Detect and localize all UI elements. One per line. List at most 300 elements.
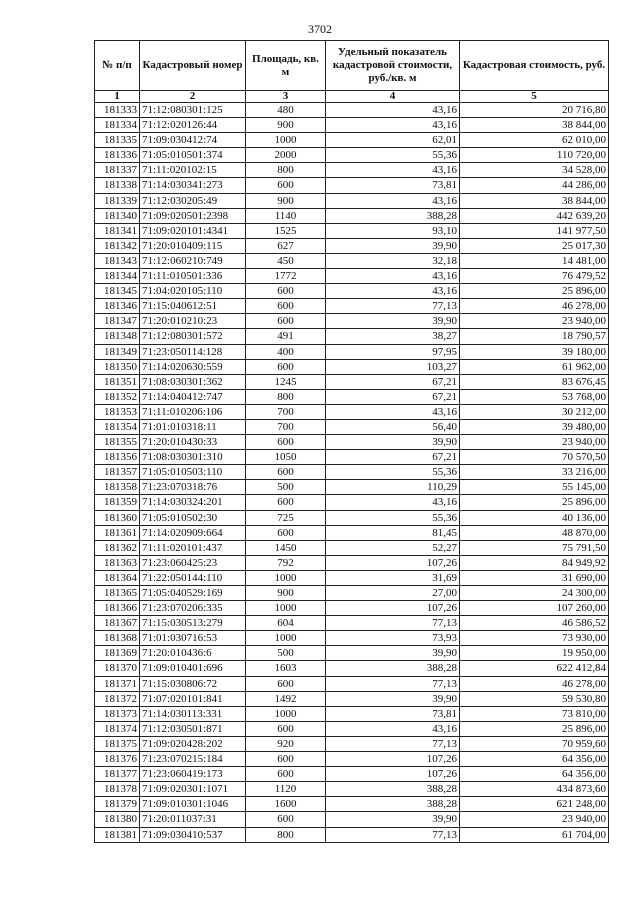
row-number-cell: 181378 <box>95 782 140 797</box>
cadastral-number-cell: 71:23:060425:23 <box>140 555 246 570</box>
table-row <box>95 736 609 751</box>
unit-value-cell: 27,00 <box>326 586 460 601</box>
table-row <box>95 525 609 540</box>
cadastral-cost-cell: 622 412,84 <box>460 661 609 676</box>
area-cell: 600 <box>246 284 326 299</box>
cadastral-number-cell: 71:23:070206:335 <box>140 601 246 616</box>
unit-value-cell: 81,45 <box>326 525 460 540</box>
unit-value-cell: 32,18 <box>326 253 460 268</box>
row-number-cell: 181354 <box>95 419 140 434</box>
area-cell: 600 <box>246 767 326 782</box>
cadastral-number-cell: 71:12:080301:125 <box>140 103 246 118</box>
unit-value-cell: 39,90 <box>326 238 460 253</box>
area-cell: 600 <box>246 435 326 450</box>
cadastral-number-cell: 71:09:020101:4341 <box>140 223 246 238</box>
unit-value-cell: 388,28 <box>326 208 460 223</box>
cadastral-cost-cell: 59 530,80 <box>460 691 609 706</box>
table-row <box>95 676 609 691</box>
table-row <box>95 480 609 495</box>
cadastral-number-cell: 71:12:020126:44 <box>140 118 246 133</box>
row-number-cell: 181333 <box>95 103 140 118</box>
area-cell: 600 <box>246 359 326 374</box>
row-number-cell: 181340 <box>95 208 140 223</box>
area-cell: 1525 <box>246 223 326 238</box>
cadastral-number-cell: 71:09:010301:1046 <box>140 797 246 812</box>
row-number-cell: 181353 <box>95 404 140 419</box>
cadastral-number-cell: 71:14:030324:201 <box>140 495 246 510</box>
unit-value-cell: 43,16 <box>326 721 460 736</box>
table-row <box>95 223 609 238</box>
area-cell: 450 <box>246 253 326 268</box>
table-row <box>95 103 609 118</box>
unit-value-cell: 93,10 <box>326 223 460 238</box>
area-cell: 1603 <box>246 661 326 676</box>
cadastral-cost-cell: 14 481,00 <box>460 253 609 268</box>
row-number-cell: 181335 <box>95 133 140 148</box>
area-cell: 600 <box>246 178 326 193</box>
cadastral-cost-cell: 442 639,20 <box>460 208 609 223</box>
unit-value-cell: 43,16 <box>326 284 460 299</box>
cadastral-number-cell: 71:15:030513:279 <box>140 616 246 631</box>
table-row <box>95 389 609 404</box>
row-number-cell: 181343 <box>95 253 140 268</box>
cadastral-number-cell: 71:11:020101:437 <box>140 540 246 555</box>
area-cell: 500 <box>246 480 326 495</box>
row-number-cell: 181356 <box>95 450 140 465</box>
cadastral-number-cell: 71:15:030806:72 <box>140 676 246 691</box>
cadastral-number-cell: 71:09:030410:537 <box>140 827 246 842</box>
area-cell: 600 <box>246 465 326 480</box>
row-number-cell: 181381 <box>95 827 140 842</box>
row-number-cell: 181352 <box>95 389 140 404</box>
cadastral-cost-cell: 70 959,60 <box>460 736 609 751</box>
unit-value-cell: 39,90 <box>326 646 460 661</box>
cadastral-number-cell: 71:22:050144:110 <box>140 570 246 585</box>
area-cell: 1450 <box>246 540 326 555</box>
cadastral-number-cell: 71:05:010501:374 <box>140 148 246 163</box>
cadastral-cost-cell: 23 940,00 <box>460 812 609 827</box>
cadastral-number-cell: 71:23:070318:76 <box>140 480 246 495</box>
table-row <box>95 148 609 163</box>
unit-value-cell: 73,93 <box>326 631 460 646</box>
unit-value-cell: 67,21 <box>326 450 460 465</box>
unit-value-cell: 77,13 <box>326 736 460 751</box>
row-number-cell: 181363 <box>95 555 140 570</box>
area-cell: 725 <box>246 510 326 525</box>
table-row <box>95 269 609 284</box>
cadastral-number-cell: 71:20:010210:23 <box>140 314 246 329</box>
cadastral-number-cell: 71:07:020101:841 <box>140 691 246 706</box>
row-number-cell: 181336 <box>95 148 140 163</box>
table-header-row <box>95 41 609 91</box>
cadastral-number-cell: 71:14:040412:747 <box>140 389 246 404</box>
unit-value-cell: 73,81 <box>326 706 460 721</box>
unit-value-cell: 43,16 <box>326 118 460 133</box>
table-row <box>95 450 609 465</box>
cadastral-cost-cell: 64 356,00 <box>460 752 609 767</box>
unit-value-cell: 43,16 <box>326 103 460 118</box>
table-row <box>95 329 609 344</box>
column-number: 5 <box>460 91 609 103</box>
row-number-cell: 181334 <box>95 118 140 133</box>
row-number-cell: 181338 <box>95 178 140 193</box>
cadastral-cost-cell: 25 896,00 <box>460 721 609 736</box>
cadastral-cost-cell: 39 180,00 <box>460 344 609 359</box>
cadastral-cost-cell: 25 017,30 <box>460 238 609 253</box>
cadastral-cost-cell: 84 949,92 <box>460 555 609 570</box>
unit-value-cell: 388,28 <box>326 782 460 797</box>
row-number-cell: 181339 <box>95 193 140 208</box>
unit-value-cell: 43,16 <box>326 269 460 284</box>
row-number-cell: 181375 <box>95 736 140 751</box>
cadastral-cost-cell: 24 300,00 <box>460 586 609 601</box>
header-cadastral-cost: Кадастровая стоимость, руб. <box>460 41 609 91</box>
table-row <box>95 118 609 133</box>
cadastral-number-cell: 71:14:030341:273 <box>140 178 246 193</box>
cadastral-cost-cell: 70 570,50 <box>460 450 609 465</box>
cadastral-number-cell: 71:09:010401:696 <box>140 661 246 676</box>
row-number-cell: 181351 <box>95 374 140 389</box>
cadastral-cost-cell: 55 145,00 <box>460 480 609 495</box>
cadastral-cost-cell: 25 896,00 <box>460 495 609 510</box>
cadastral-cost-cell: 31 690,00 <box>460 570 609 585</box>
table-row <box>95 435 609 450</box>
cadastral-number-cell: 71:09:020301:1071 <box>140 782 246 797</box>
unit-value-cell: 39,90 <box>326 691 460 706</box>
cadastral-cost-cell: 107 260,00 <box>460 601 609 616</box>
unit-value-cell: 43,16 <box>326 404 460 419</box>
table-row <box>95 163 609 178</box>
cadastral-number-cell: 71:14:020909:664 <box>140 525 246 540</box>
unit-value-cell: 110,29 <box>326 480 460 495</box>
unit-value-cell: 55,36 <box>326 510 460 525</box>
cadastral-number-cell: 71:05:010503:110 <box>140 465 246 480</box>
area-cell: 1772 <box>246 269 326 284</box>
cadastral-cost-cell: 38 844,00 <box>460 193 609 208</box>
unit-value-cell: 388,28 <box>326 797 460 812</box>
area-cell: 600 <box>246 299 326 314</box>
area-cell: 800 <box>246 389 326 404</box>
cadastral-number-cell: 71:09:030412:74 <box>140 133 246 148</box>
cadastral-cost-cell: 38 844,00 <box>460 118 609 133</box>
table-row <box>95 601 609 616</box>
row-number-cell: 181344 <box>95 269 140 284</box>
cadastral-cost-cell: 75 791,50 <box>460 540 609 555</box>
table-row <box>95 721 609 736</box>
cadastral-number-cell: 71:05:010502:30 <box>140 510 246 525</box>
unit-value-cell: 56,40 <box>326 419 460 434</box>
column-number-row <box>95 91 609 103</box>
table-row <box>95 238 609 253</box>
cadastral-cost-cell: 434 873,60 <box>460 782 609 797</box>
area-cell: 600 <box>246 314 326 329</box>
row-number-cell: 181359 <box>95 495 140 510</box>
cadastral-number-cell: 71:20:011037:31 <box>140 812 246 827</box>
cadastral-cost-cell: 46 278,00 <box>460 676 609 691</box>
row-number-cell: 181349 <box>95 344 140 359</box>
cadastral-number-cell: 71:12:030501:871 <box>140 721 246 736</box>
row-number-cell: 181355 <box>95 435 140 450</box>
area-cell: 1050 <box>246 450 326 465</box>
area-cell: 400 <box>246 344 326 359</box>
unit-value-cell: 43,16 <box>326 193 460 208</box>
unit-value-cell: 388,28 <box>326 661 460 676</box>
row-number-cell: 181342 <box>95 238 140 253</box>
row-number-cell: 181377 <box>95 767 140 782</box>
header-cadastral-number: Кадастровый номер <box>140 41 246 91</box>
cadastral-cost-cell: 73 810,00 <box>460 706 609 721</box>
cadastral-number-cell: 71:14:020630:559 <box>140 359 246 374</box>
table-row <box>95 193 609 208</box>
table-row <box>95 404 609 419</box>
unit-value-cell: 52,27 <box>326 540 460 555</box>
table-row <box>95 570 609 585</box>
area-cell: 700 <box>246 419 326 434</box>
row-number-cell: 181341 <box>95 223 140 238</box>
cadastral-cost-cell: 40 136,00 <box>460 510 609 525</box>
row-number-cell: 181360 <box>95 510 140 525</box>
cadastral-number-cell: 71:20:010436:6 <box>140 646 246 661</box>
unit-value-cell: 43,16 <box>326 163 460 178</box>
unit-value-cell: 31,69 <box>326 570 460 585</box>
row-number-cell: 181348 <box>95 329 140 344</box>
area-cell: 491 <box>246 329 326 344</box>
cadastral-cost-cell: 19 950,00 <box>460 646 609 661</box>
row-number-cell: 181346 <box>95 299 140 314</box>
row-number-cell: 181372 <box>95 691 140 706</box>
table-row <box>95 812 609 827</box>
table-row <box>95 314 609 329</box>
cadastral-number-cell: 71:05:040529:169 <box>140 586 246 601</box>
row-number-cell: 181337 <box>95 163 140 178</box>
unit-value-cell: 77,13 <box>326 827 460 842</box>
column-number: 4 <box>326 91 460 103</box>
table-row <box>95 782 609 797</box>
cadastral-cost-cell: 39 480,00 <box>460 419 609 434</box>
cadastral-cost-cell: 83 676,45 <box>460 374 609 389</box>
area-cell: 800 <box>246 827 326 842</box>
row-number-cell: 181368 <box>95 631 140 646</box>
header-unit-value: Удельный показатель кадастровой стоимости, руб./кв. м <box>326 41 460 91</box>
table-row <box>95 646 609 661</box>
area-cell: 1000 <box>246 631 326 646</box>
table-row <box>95 586 609 601</box>
area-cell: 900 <box>246 118 326 133</box>
row-number-cell: 181369 <box>95 646 140 661</box>
cadastral-number-cell: 71:23:070215:184 <box>140 752 246 767</box>
area-cell: 792 <box>246 555 326 570</box>
table-row <box>95 178 609 193</box>
cadastral-number-cell: 71:12:080301:572 <box>140 329 246 344</box>
cadastral-cost-cell: 34 528,00 <box>460 163 609 178</box>
cadastral-cost-cell: 20 716,80 <box>460 103 609 118</box>
unit-value-cell: 43,16 <box>326 495 460 510</box>
unit-value-cell: 39,90 <box>326 435 460 450</box>
row-number-cell: 181358 <box>95 480 140 495</box>
row-number-cell: 181379 <box>95 797 140 812</box>
cadastral-number-cell: 71:12:060210:749 <box>140 253 246 268</box>
unit-value-cell: 62,01 <box>326 133 460 148</box>
cadastral-cost-cell: 64 356,00 <box>460 767 609 782</box>
area-cell: 604 <box>246 616 326 631</box>
cadastral-cost-cell: 621 248,00 <box>460 797 609 812</box>
cadastral-cost-cell: 46 586,52 <box>460 616 609 631</box>
cadastral-number-cell: 71:11:020102:15 <box>140 163 246 178</box>
area-cell: 2000 <box>246 148 326 163</box>
unit-value-cell: 39,90 <box>326 812 460 827</box>
table-row <box>95 767 609 782</box>
area-cell: 1000 <box>246 133 326 148</box>
row-number-cell: 181345 <box>95 284 140 299</box>
area-cell: 600 <box>246 525 326 540</box>
area-cell: 1000 <box>246 570 326 585</box>
table-row <box>95 616 609 631</box>
table-row <box>95 253 609 268</box>
cadastral-cost-cell: 141 977,50 <box>460 223 609 238</box>
unit-value-cell: 103,27 <box>326 359 460 374</box>
cadastral-number-cell: 71:15:040612:51 <box>140 299 246 314</box>
cadastral-cost-cell: 23 940,00 <box>460 435 609 450</box>
unit-value-cell: 73,81 <box>326 178 460 193</box>
cadastral-cost-cell: 46 278,00 <box>460 299 609 314</box>
area-cell: 600 <box>246 495 326 510</box>
unit-value-cell: 107,26 <box>326 555 460 570</box>
cadastral-number-cell: 71:08:030301:310 <box>140 450 246 465</box>
unit-value-cell: 107,26 <box>326 767 460 782</box>
row-number-cell: 181371 <box>95 676 140 691</box>
unit-value-cell: 77,13 <box>326 676 460 691</box>
row-number-cell: 181380 <box>95 812 140 827</box>
cadastral-number-cell: 71:11:010206:106 <box>140 404 246 419</box>
table-row <box>95 555 609 570</box>
table-row <box>95 299 609 314</box>
row-number-cell: 181365 <box>95 586 140 601</box>
row-number-cell: 181350 <box>95 359 140 374</box>
row-number-cell: 181357 <box>95 465 140 480</box>
column-number: 1 <box>95 91 140 103</box>
cadastral-number-cell: 71:09:020428:202 <box>140 736 246 751</box>
table-row <box>95 419 609 434</box>
area-cell: 1492 <box>246 691 326 706</box>
cadastral-number-cell: 71:11:010501:336 <box>140 269 246 284</box>
column-number: 2 <box>140 91 246 103</box>
unit-value-cell: 107,26 <box>326 752 460 767</box>
cadastral-number-cell: 71:09:020501:2398 <box>140 208 246 223</box>
row-number-cell: 181347 <box>95 314 140 329</box>
unit-value-cell: 67,21 <box>326 374 460 389</box>
table-row <box>95 374 609 389</box>
table-row <box>95 706 609 721</box>
row-number-cell: 181374 <box>95 721 140 736</box>
table-row <box>95 661 609 676</box>
area-cell: 700 <box>246 404 326 419</box>
row-number-cell: 181361 <box>95 525 140 540</box>
row-number-cell: 181373 <box>95 706 140 721</box>
row-number-cell: 181370 <box>95 661 140 676</box>
table-row <box>95 359 609 374</box>
cadastral-cost-cell: 62 010,00 <box>460 133 609 148</box>
cadastral-cost-cell: 61 962,00 <box>460 359 609 374</box>
row-number-cell: 181362 <box>95 540 140 555</box>
cadastral-number-cell: 71:01:030716:53 <box>140 631 246 646</box>
cadastral-cost-cell: 73 930,00 <box>460 631 609 646</box>
table-row <box>95 133 609 148</box>
area-cell: 1140 <box>246 208 326 223</box>
table-body <box>95 103 609 843</box>
cadastral-cost-cell: 48 870,00 <box>460 525 609 540</box>
row-number-cell: 181366 <box>95 601 140 616</box>
cadastral-number-cell: 71:23:060419:173 <box>140 767 246 782</box>
area-cell: 500 <box>246 646 326 661</box>
area-cell: 1000 <box>246 706 326 721</box>
area-cell: 600 <box>246 752 326 767</box>
table-row <box>95 827 609 842</box>
cadastral-cost-cell: 30 212,00 <box>460 404 609 419</box>
unit-value-cell: 39,90 <box>326 314 460 329</box>
area-cell: 900 <box>246 586 326 601</box>
area-cell: 1245 <box>246 374 326 389</box>
cadastral-number-cell: 71:08:030301:362 <box>140 374 246 389</box>
unit-value-cell: 55,36 <box>326 465 460 480</box>
column-number: 3 <box>246 91 326 103</box>
cadastral-cost-cell: 25 896,00 <box>460 284 609 299</box>
area-cell: 627 <box>246 238 326 253</box>
cadastral-cost-cell: 44 286,00 <box>460 178 609 193</box>
unit-value-cell: 77,13 <box>326 616 460 631</box>
area-cell: 1000 <box>246 601 326 616</box>
header-area: Площадь, кв. м <box>246 41 326 91</box>
table-row <box>95 284 609 299</box>
cadastral-cost-cell: 110 720,00 <box>460 148 609 163</box>
table-row <box>95 465 609 480</box>
cadastral-cost-cell: 18 790,57 <box>460 329 609 344</box>
table-row <box>95 344 609 359</box>
area-cell: 600 <box>246 721 326 736</box>
cadastral-number-cell: 71:20:010430:33 <box>140 435 246 450</box>
table-row <box>95 540 609 555</box>
area-cell: 600 <box>246 812 326 827</box>
table-row <box>95 797 609 812</box>
row-number-cell: 181364 <box>95 570 140 585</box>
header-row-number: № п/п <box>95 41 140 91</box>
unit-value-cell: 107,26 <box>326 601 460 616</box>
area-cell: 480 <box>246 103 326 118</box>
unit-value-cell: 55,36 <box>326 148 460 163</box>
table-row <box>95 208 609 223</box>
cadastral-cost-cell: 33 216,00 <box>460 465 609 480</box>
table-row <box>95 691 609 706</box>
table-row <box>95 752 609 767</box>
cadastral-cost-cell: 76 479,52 <box>460 269 609 284</box>
unit-value-cell: 67,21 <box>326 389 460 404</box>
cadastral-cost-cell: 61 704,00 <box>460 827 609 842</box>
cadastral-number-cell: 71:12:030205:49 <box>140 193 246 208</box>
page-number: 3702 <box>308 22 332 36</box>
cadastral-cost-cell: 23 940,00 <box>460 314 609 329</box>
unit-value-cell: 77,13 <box>326 299 460 314</box>
table-row <box>95 495 609 510</box>
cadastral-number-cell: 71:23:050114:128 <box>140 344 246 359</box>
table-row <box>95 510 609 525</box>
area-cell: 900 <box>246 193 326 208</box>
cadastral-number-cell: 71:14:030113:331 <box>140 706 246 721</box>
row-number-cell: 181367 <box>95 616 140 631</box>
cadastral-number-cell: 71:04:020105:110 <box>140 284 246 299</box>
cadastral-cost-cell: 53 768,00 <box>460 389 609 404</box>
unit-value-cell: 97,95 <box>326 344 460 359</box>
unit-value-cell: 38,27 <box>326 329 460 344</box>
table-row <box>95 631 609 646</box>
